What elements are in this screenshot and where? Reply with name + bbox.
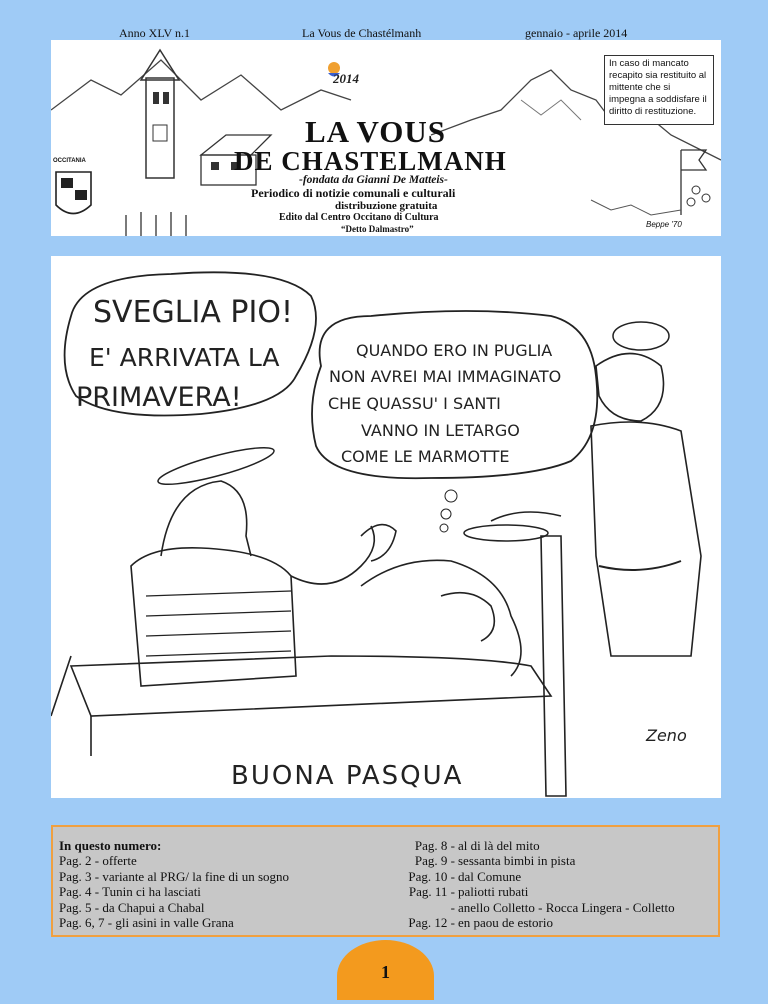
toc-title: paliotti rubati bbox=[458, 884, 529, 900]
table-of-contents bbox=[51, 825, 720, 937]
toc-page: - bbox=[450, 899, 455, 915]
masthead bbox=[51, 40, 721, 236]
toc-page: Pag. 4 - bbox=[59, 884, 100, 900]
bubble1-line3: PRIMAVERA! bbox=[76, 382, 242, 413]
masthead-signature: Beppe '70 bbox=[646, 220, 682, 229]
masthead-founded: -fondata da Gianni De Matteis- bbox=[299, 174, 448, 186]
toc-title: offerte bbox=[102, 853, 137, 869]
toc-page: Pag. 6, 7 - bbox=[59, 915, 113, 931]
toc-page: Pag. 8 - bbox=[414, 838, 455, 853]
toc-entry[interactable] bbox=[389, 869, 675, 884]
toc-page: Pag. 9 - bbox=[414, 853, 455, 869]
bubble2-line5: COME LE MARMOTTE bbox=[341, 447, 510, 466]
toc-title: Tunin ci ha lasciati bbox=[102, 884, 201, 900]
toc-entry[interactable] bbox=[59, 884, 289, 899]
toc-title: dal Comune bbox=[458, 868, 522, 884]
masthead-title-line2: DE CHASTELMANH bbox=[234, 146, 507, 176]
toc-title: anello Colletto - Rocca Lingera - Colletto bbox=[458, 899, 675, 915]
toc-page: Pag. 12 - bbox=[408, 915, 455, 931]
toc-page: Pag. 2 - bbox=[59, 853, 100, 869]
occitania-label: OCCITANIA bbox=[53, 158, 86, 164]
masthead-title-line1: LA VOUS bbox=[305, 114, 447, 149]
toc-entry[interactable] bbox=[59, 900, 289, 915]
toc-title: variante al PRG/ la fine di un sogno bbox=[102, 868, 290, 884]
toc-page: Pag. 5 - bbox=[59, 899, 100, 915]
toc-left-column bbox=[59, 838, 289, 930]
journal-name: La Vous de Chastélmanh bbox=[302, 26, 422, 40]
masthead-periodic: Periodico di notizie comunali e culturali bbox=[251, 186, 456, 200]
return-notice: In caso di mancato recapito sia restituito al mittente che si impegna a soddisfare il diritto di restituzione. bbox=[604, 55, 714, 125]
easter-cartoon bbox=[51, 256, 721, 798]
toc-title: al di là del mito bbox=[458, 838, 540, 853]
masthead-edited: Edito dal Centro Occitano di Cultura bbox=[279, 212, 439, 223]
cartoon-caption: BUONA PASQUA bbox=[231, 761, 464, 791]
masthead-distribution: distribuzione gratuita bbox=[335, 200, 438, 212]
bubble2-line4: VANNO IN LETARGO bbox=[361, 421, 520, 440]
bubble1-line1: SVEGLIA PIO! bbox=[93, 295, 293, 330]
toc-entry[interactable] bbox=[389, 884, 675, 899]
cartoon-signature: Zeno bbox=[646, 726, 687, 745]
toc-entry[interactable] bbox=[389, 853, 675, 868]
masthead-year: 2014 bbox=[333, 71, 359, 86]
toc-title: en paou de estorio bbox=[458, 915, 553, 931]
toc-page: Pag. 10 - bbox=[408, 868, 455, 884]
toc-title: da Chapui a Chabal bbox=[102, 899, 205, 915]
bubble2-line1: QUANDO ERO IN PUGLIA bbox=[356, 341, 553, 360]
toc-title: sessanta bimbi in pista bbox=[458, 853, 576, 869]
toc-entry[interactable] bbox=[59, 853, 289, 868]
bubble2-line2: NON AVREI MAI IMMAGINATO bbox=[329, 367, 562, 386]
page-number: 1 bbox=[337, 940, 434, 1000]
cartoon-drawing bbox=[51, 256, 721, 798]
toc-title: gli asini in valle Grana bbox=[115, 915, 234, 931]
toc-page: Pag. 11 - bbox=[408, 884, 455, 900]
issue-number: Anno XLV n.1 bbox=[119, 26, 191, 40]
toc-page: Pag. 3 - bbox=[59, 868, 100, 884]
bubble1-line2: E' ARRIVATA LA bbox=[89, 343, 280, 372]
toc-entry[interactable] bbox=[59, 915, 289, 930]
issue-date: gennaio - aprile 2014 bbox=[525, 26, 628, 40]
toc-right-column bbox=[389, 838, 675, 930]
masthead-named: “Detto Dalmastro” bbox=[341, 224, 414, 234]
toc-entry[interactable] bbox=[59, 869, 289, 884]
toc-heading: In questo numero: bbox=[59, 838, 162, 853]
toc-entry[interactable] bbox=[389, 900, 675, 915]
toc-entry[interactable] bbox=[389, 838, 675, 853]
bubble2-line3: CHE QUASSU' I SANTI bbox=[328, 394, 501, 413]
toc-entry[interactable] bbox=[389, 915, 675, 930]
